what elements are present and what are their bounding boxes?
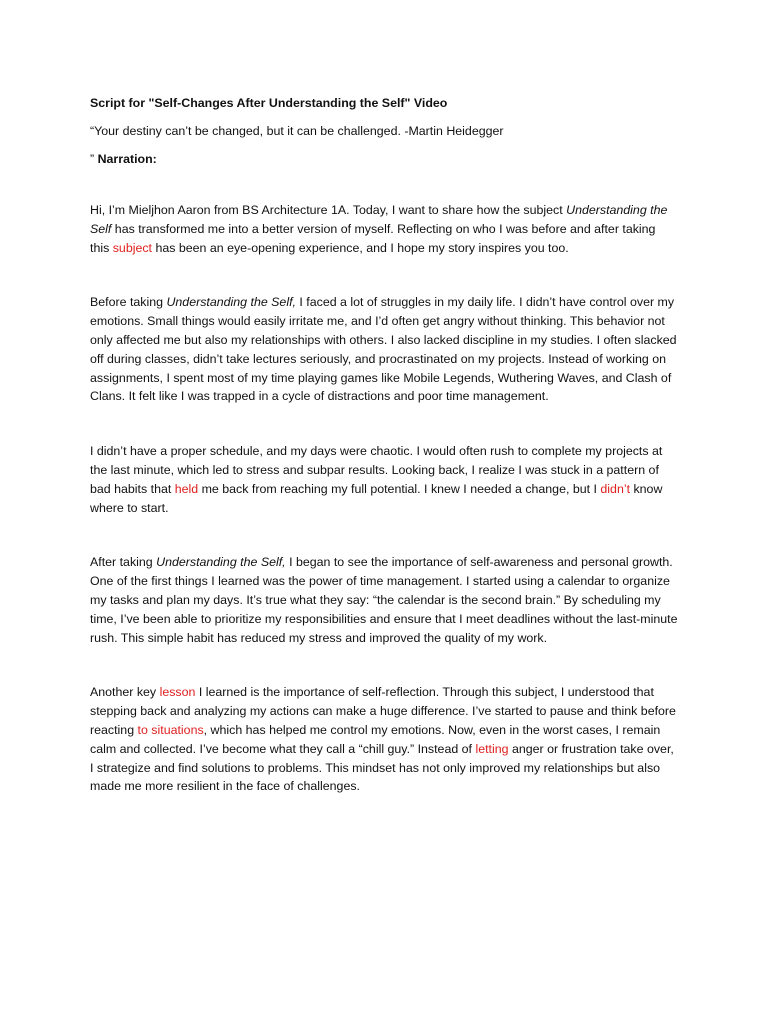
highlighted-word: held [174,481,199,496]
text-run: Hi, I’m Mieljhon Aaron from BS Architecture 1A. Today, I want to share how the subject [90,203,567,217]
italic-run: Understanding the Self, [166,295,296,310]
italic-run: Understanding the Self, [156,555,286,570]
text-run: know where to start. [90,481,663,515]
narration-label: Narration: [97,152,157,166]
highlighted-word: didn’t [600,481,631,496]
text-run: I didn’t have a proper schedule, and my days were chaotic. I would often rush to complete my projects at the last minute, which led to stress and subpar results. Looking back, I realize I was stuck in a pattern of bad habits that [90,444,663,496]
text-run: I faced a lot of struggles in my daily life. I didn’t have control over my emotions. Small things would easily irritate me, and I’d often get angry without thinking. This behavior not only affected me but also my relationships with others. I also lacked discipline in my studies. I often slacked off during classes, didn’t take lectures seriously, and procrastinated on my projects. Instead of working on assignments, I spent most of my time playing games like Mobile Legends, Wuthering Waves, and Clash of Clans. It felt like I was trapped in a cycle of distractions and poor time management. [90,295,677,404]
paragraph-after [90,553,678,647]
closing-quote-mark: ” [90,152,95,166]
text-run: has been an eye-opening experience, and I hope my story inspires you too. [152,240,569,255]
text-run: I began to see the importance of self-awareness and personal growth. One of the first things I learned was the power of time management. I started using a calendar to organize my tasks and plan my days. It’s true what they say: “the calendar is the second brain.” By scheduling my time, I’ve been able to prioritize my responsibilities and ensure that I meet deadlines without the last-minute rush. This simple habit has reduced my stress and improved the quality of my work. [90,555,678,645]
opening-quote: “Your destiny can’t be changed, but it can be challenged. -Martin Heidegger [90,124,504,138]
text-run: Before taking [90,295,167,310]
paragraph-schedule [90,442,678,517]
highlighted-word: letting [475,741,509,756]
paragraph-self-reflection [90,683,678,796]
highlighted-word: to situations [137,722,204,737]
text-run: , which has helped me control my emotions. Now, even in the worst cases, I remain calm and collected. I’ve become what they call a “chill guy.” Instead of [90,722,661,756]
text-run: me back from reaching my full potential. I knew I needed a change, but I [198,481,601,496]
document-title: Script for "Self-Changes After Understanding the Self" Video [90,96,448,110]
italic-run: Understanding the Self [90,203,668,236]
text-run: anger or frustration take over, I strategize and find solutions to problems. This mindset has not only improved my relationships but also made me more resilient in the face of challenges. [90,741,674,794]
highlighted-word: subject [112,240,152,255]
text-run: After taking [90,555,157,570]
paragraph-before [90,293,678,406]
text-run: has transformed me into a better version of myself. Reflecting on who I was before and after taking this [90,221,656,255]
text-run: I learned is the importance of self-reflection. Through this subject, I understood that stepping back and analyzing my actions can make a huge difference. I’ve started to pause and think before reacting [90,685,676,737]
highlighted-word: lesson [159,685,196,700]
narration-heading [90,150,678,168]
text-run: Another key [90,685,160,700]
paragraph-introduction [90,201,678,257]
